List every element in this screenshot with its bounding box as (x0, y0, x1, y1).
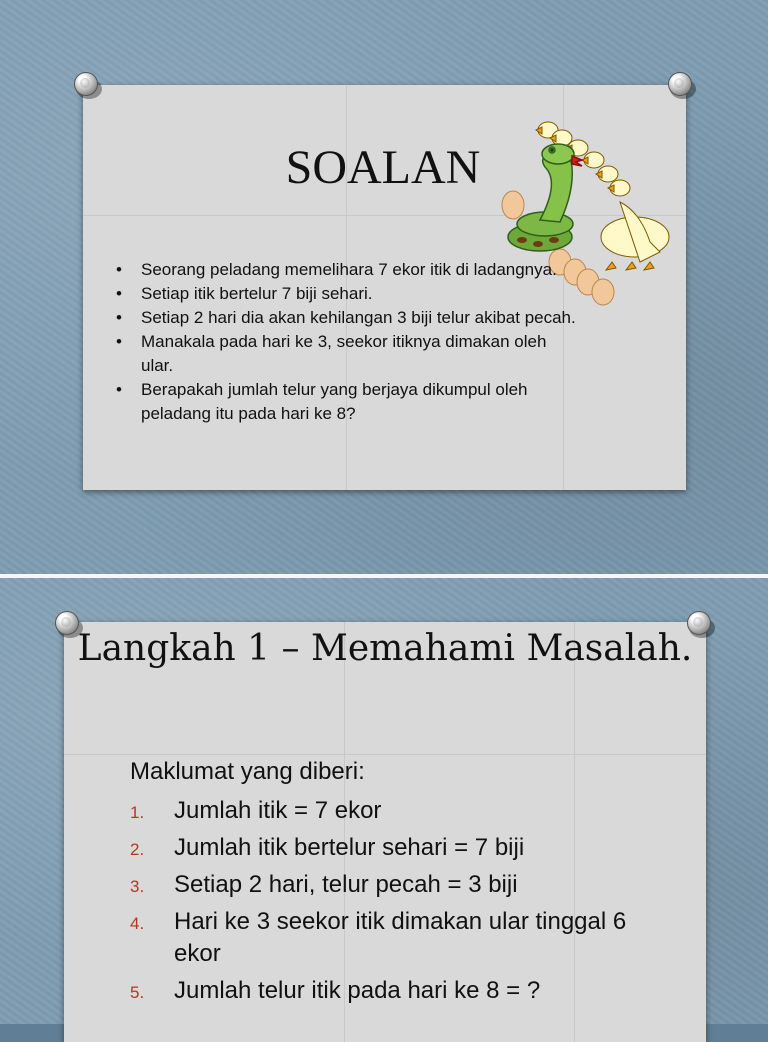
list-text: Jumlah itik = 7 ekor (174, 797, 382, 824)
list-item (130, 869, 670, 901)
list-item: • Berapakah jumlah telur yang berjaya dikumpul oleh peladang itu pada hari ke 8? (113, 378, 583, 426)
list-item (130, 832, 670, 864)
list-item (130, 975, 670, 1007)
list-item (130, 795, 670, 827)
list-number: 4. (130, 914, 145, 933)
list-item: • Setiap itik bertelur 7 biji sehari. (113, 282, 583, 306)
pushpin-icon (74, 72, 100, 98)
given-info-list (130, 795, 670, 1012)
slide-title: Langkah 1 – Memahami Masalah. (77, 628, 693, 669)
list-item: • Seorang peladang memelihara 7 ekor itik di ladangnya. (113, 258, 583, 282)
pushpin-icon (668, 72, 694, 98)
list-text: Setiap 2 hari, telur pecah = 3 biji (174, 871, 518, 898)
list-item: • Setiap 2 hari dia akan kehilangan 3 biji telur akibat pecah. (113, 306, 583, 330)
question-bullet-list (113, 258, 583, 426)
list-text: Jumlah itik bertelur sehari = 7 biji (174, 834, 525, 861)
list-number: 3. (130, 877, 145, 896)
list-number: 1. (130, 803, 145, 822)
slide-divider (0, 574, 768, 578)
list-number: 5. (130, 983, 145, 1002)
slide-title: SOALAN (285, 141, 481, 194)
list-item (130, 906, 670, 970)
info-heading: Maklumat yang diberi: (130, 758, 365, 785)
list-item: • Manakala pada hari ke 3, seekor itiknya dimakan oleh ular. (113, 330, 583, 378)
list-text: Jumlah telur itik pada hari ke 8 = ? (174, 977, 541, 1004)
list-number: 2. (130, 840, 145, 859)
list-text: Hari ke 3 seekor itik dimakan ular tinggal 6 ekor (174, 908, 627, 967)
